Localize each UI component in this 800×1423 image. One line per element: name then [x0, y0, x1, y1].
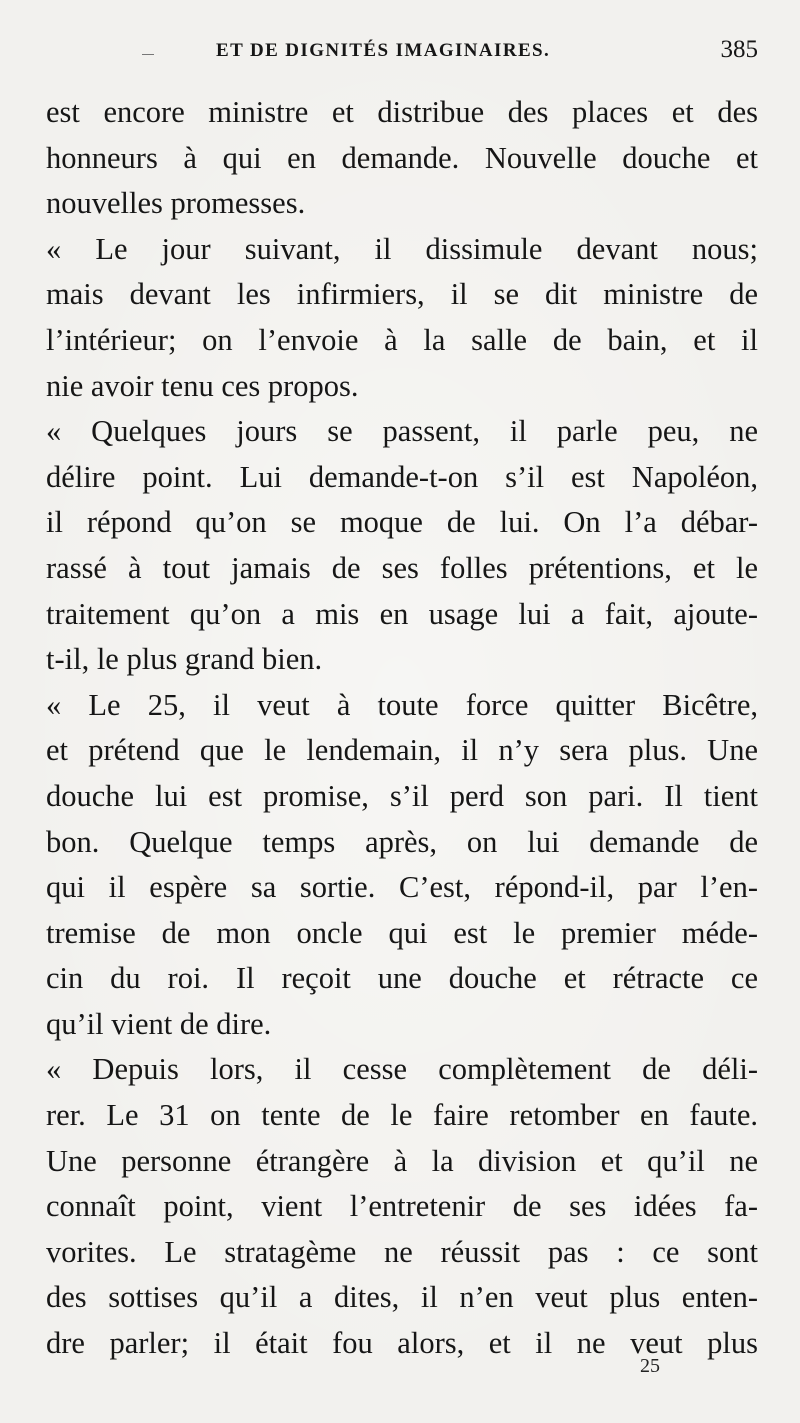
- text-line: « Depuis lors, il cesse complètement de déli-: [46, 1052, 758, 1087]
- text-line: bon. Quelque temps après, on lui demande de: [46, 824, 758, 859]
- text-line: dre parler; il était fou alors, et il ne veut plus: [46, 1326, 758, 1361]
- text-line: connaît point, vient l’entretenir de ses idées fa-: [46, 1189, 758, 1224]
- text-line: mais devant les infirmiers, il se dit ministre de: [46, 277, 758, 312]
- header-dash: [142, 54, 154, 55]
- text-line: honneurs à qui en demande. Nouvelle douche et: [46, 140, 758, 175]
- text-line: l’intérieur; on l’envoie à la salle de bain, et il: [46, 322, 758, 357]
- text-line: il répond qu’on se moque de lui. On l’a débar-: [46, 505, 758, 540]
- text-line: t-il, le plus grand bien.: [46, 642, 323, 677]
- text-line: tremise de mon oncle qui est le premier méde-: [46, 915, 758, 950]
- text-line: traitement qu’on a mis en usage lui a fait, ajoute-: [46, 596, 758, 631]
- text-line: nie avoir tenu ces propos.: [46, 368, 359, 403]
- text-line: nouvelles promesses.: [46, 186, 306, 221]
- text-line: « Quelques jours se passent, il parle peu, ne: [46, 414, 758, 449]
- text-line: qui il espère sa sortie. C’est, répond-il, par l’en-: [46, 870, 758, 905]
- running-head: ET DE DIGNITÉS IMAGINAIRES.: [216, 40, 551, 61]
- text-line: rassé à tout jamais de ses folles prétentions, et le: [46, 550, 758, 585]
- text-line: délire point. Lui demande-t-on s’il est Napoléon,: [46, 459, 758, 494]
- text-line: des sottises qu’il a dites, il n’en veut plus enten-: [46, 1280, 758, 1315]
- page-number: 385: [720, 36, 758, 63]
- printer-signature-mark: 25: [640, 1355, 660, 1377]
- text-line: est encore ministre et distribue des places et des: [46, 95, 758, 129]
- text-line: cin du roi. Il reçoit une douche et rétracte ce: [46, 961, 758, 996]
- page-header: [46, 34, 758, 74]
- body-text: [46, 90, 758, 1367]
- text-line: qu’il vient de dire.: [46, 1006, 272, 1041]
- text-line: Une personne étrangère à la division et qu’il ne: [46, 1143, 758, 1178]
- text-line: douche lui est promise, s’il perd son pari. Il tient: [46, 778, 758, 813]
- text-line: rer. Le 31 on tente de le faire retomber en faute.: [46, 1098, 758, 1133]
- text-line: « Le 25, il veut à toute force quitter Bicêtre,: [46, 687, 758, 722]
- text-line: vorites. Le stratagème ne réussit pas : ce sont: [46, 1234, 758, 1269]
- text-line: et prétend que le lendemain, il n’y sera plus. Une: [46, 733, 758, 768]
- text-line: « Le jour suivant, il dissimule devant nous;: [46, 231, 758, 266]
